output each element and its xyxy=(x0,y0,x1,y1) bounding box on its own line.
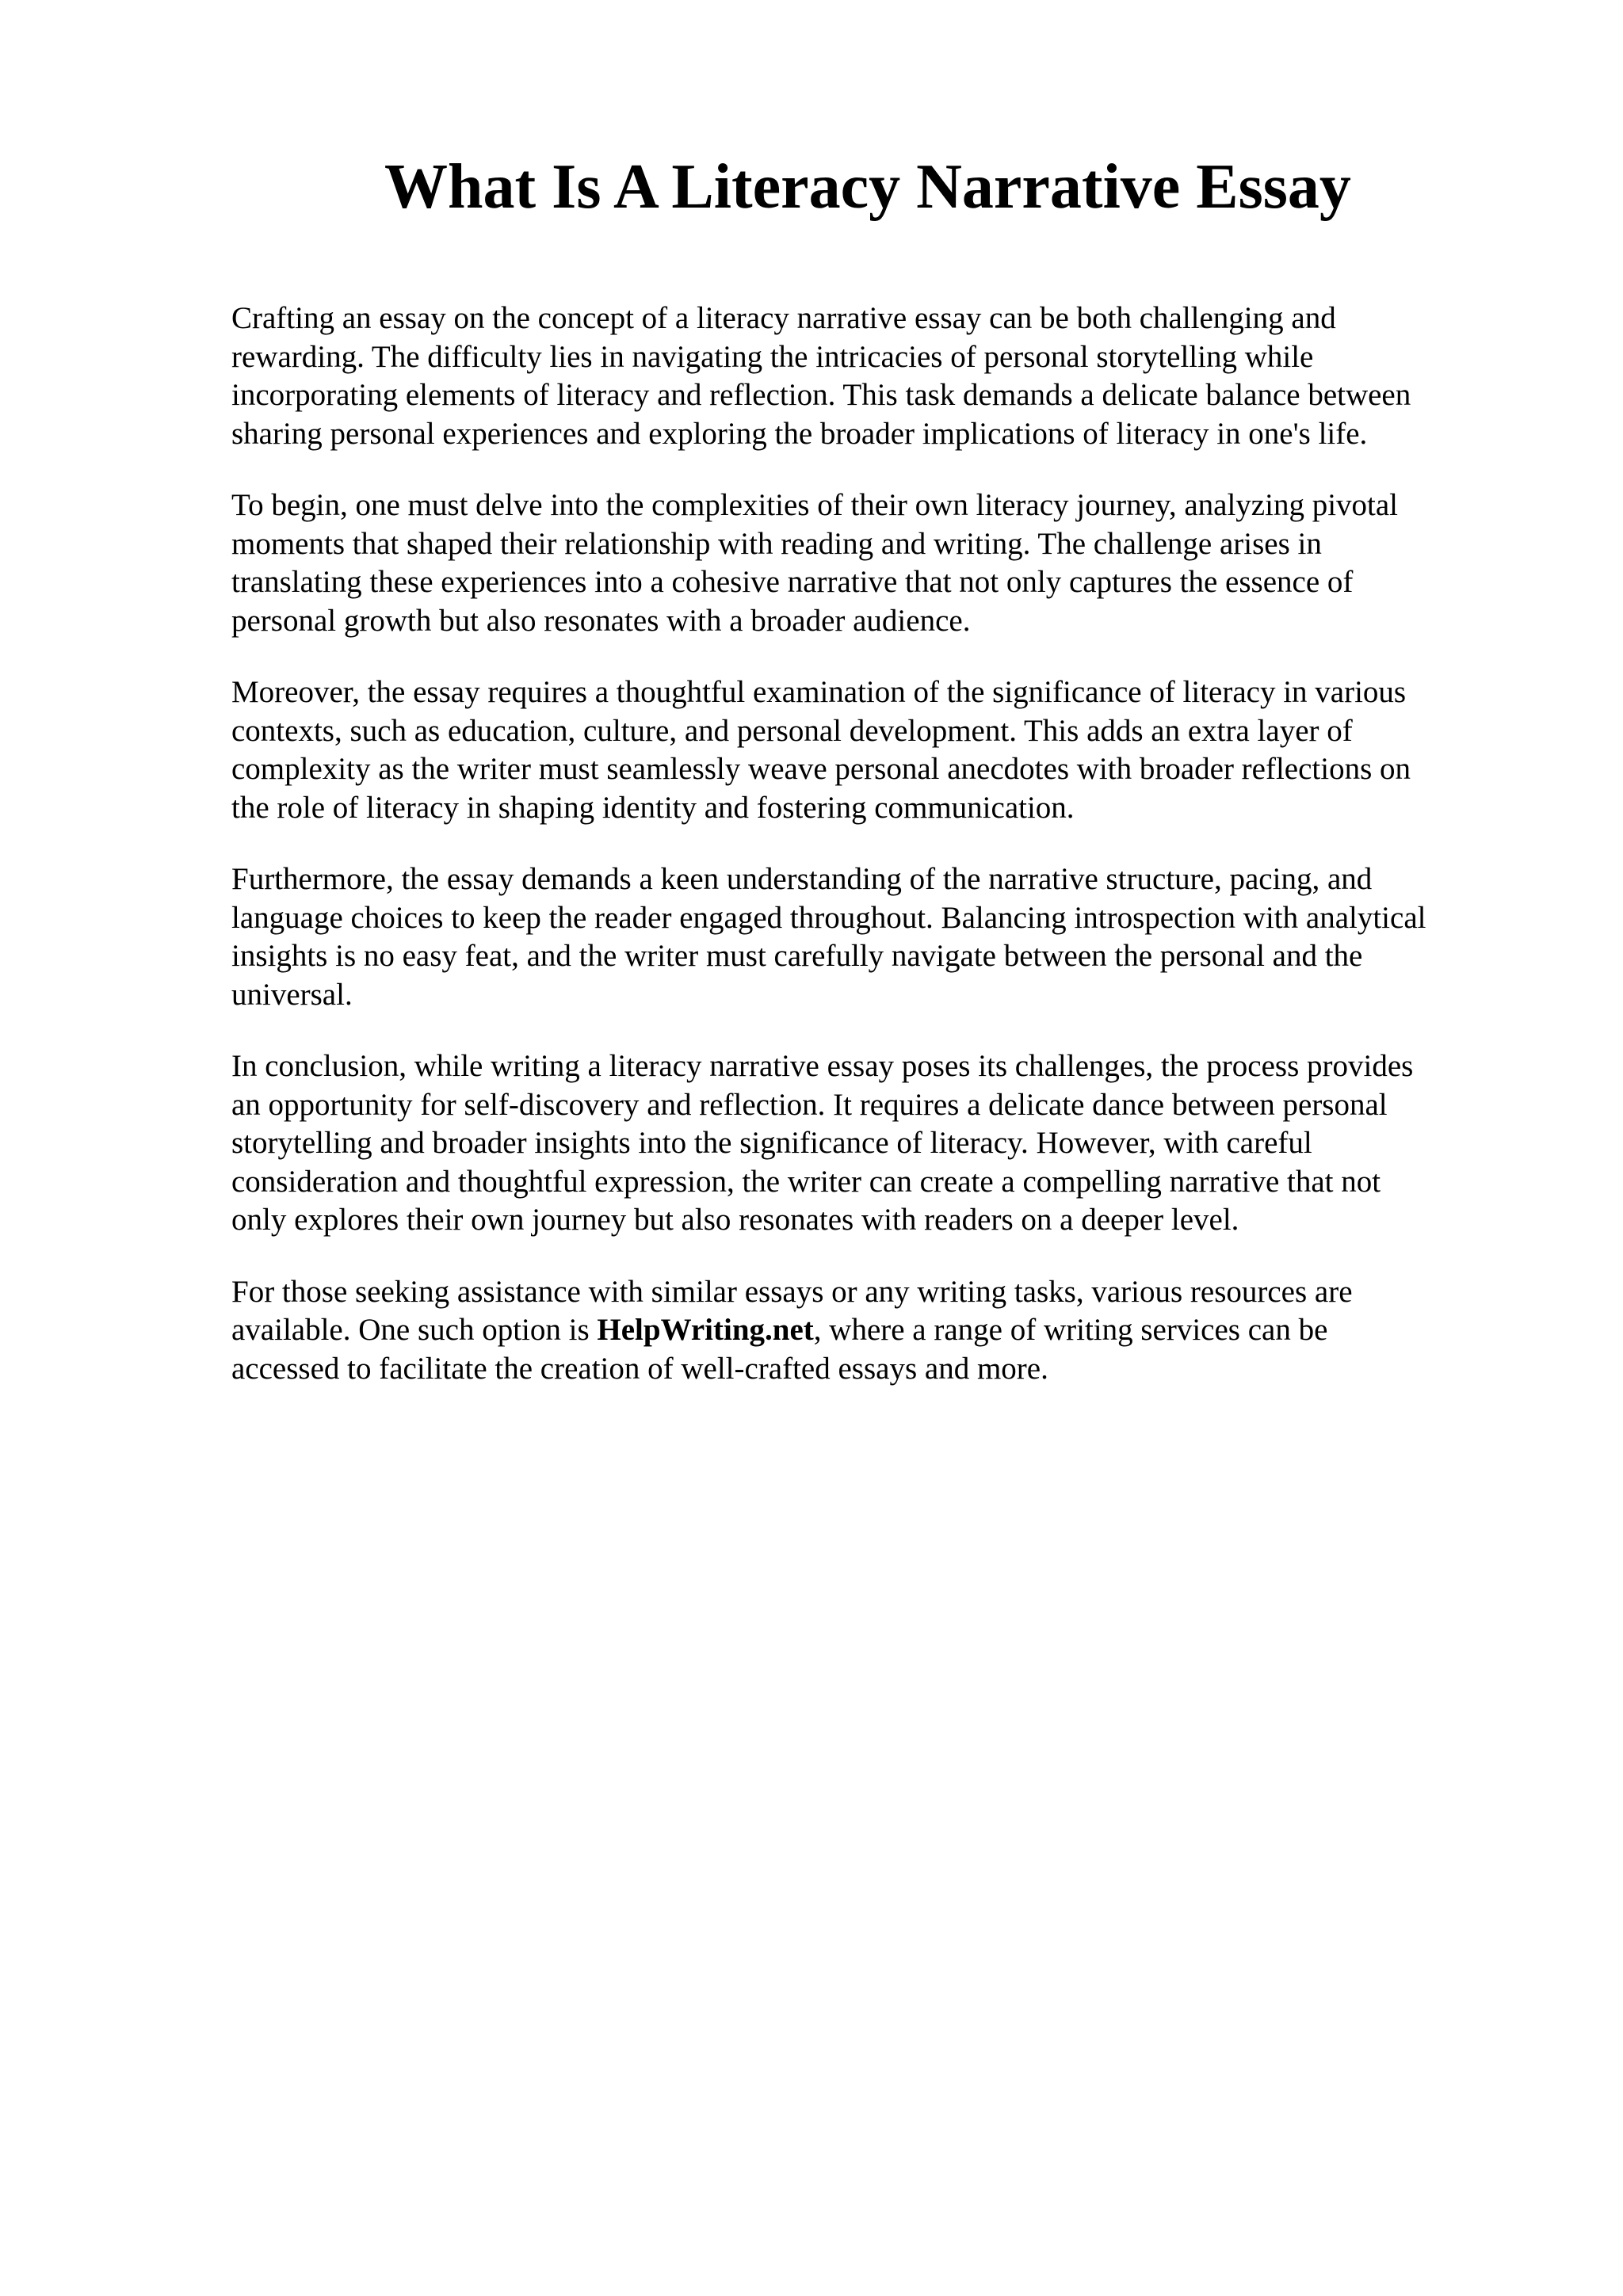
text-line: consideration and thoughtful expression, the writer can create a compelling narrative that not xyxy=(231,1164,1381,1199)
text-line: incorporating elements of literacy and reflection. This task demands a delicate balance between xyxy=(231,378,1411,412)
text-line: the role of literacy in shaping identity and fostering communication. xyxy=(231,790,1075,825)
text-line: sharing personal experiences and exploring the broader implications of literacy in one's life. xyxy=(231,416,1368,451)
text-line: complexity as the writer must seamlessly weave personal anecdotes with broader reflections on xyxy=(231,752,1411,786)
paragraph-3 xyxy=(231,673,1507,827)
text-line: accessed to facilitate the creation of well-crafted essays and more. xyxy=(231,1351,1048,1386)
text-line: Moreover, the essay requires a thoughtful examination of the significance of literacy in various xyxy=(231,675,1407,709)
text-line: In conclusion, while writing a literacy narrative essay poses its challenges, the process provides xyxy=(231,1049,1414,1083)
text-line: an opportunity for self-discovery and reflection. It requires a delicate dance between personal xyxy=(231,1087,1388,1122)
link-lead-text: available. One such option is xyxy=(231,1313,598,1347)
text-line: personal growth but also resonates with a broader audience. xyxy=(231,603,971,638)
text-line: translating these experiences into a cohesive narrative that not only captures the essence of xyxy=(231,565,1354,599)
text-line: For those seeking assistance with similar essays or any writing tasks, various resources are xyxy=(231,1274,1353,1309)
link-trail-text: , where a range of writing services can be xyxy=(813,1313,1328,1347)
text-line: language choices to keep the reader engaged throughout. Balancing introspection with analytical xyxy=(231,900,1426,935)
text-line: moments that shaped their relationship with reading and writing. The challenge arises in xyxy=(231,526,1322,561)
helpwriting-link[interactable]: HelpWriting.net xyxy=(597,1313,814,1347)
text-line: Crafting an essay on the concept of a literacy narrative essay can be both challenging and xyxy=(231,301,1336,335)
page-title: What Is A Literacy Narrative Essay xyxy=(384,152,1351,222)
text-line: rewarding. The difficulty lies in navigating the intricacies of personal storytelling while xyxy=(231,339,1314,374)
closing-paragraph xyxy=(231,1273,1507,1389)
paragraph-2 xyxy=(231,486,1507,640)
essay-body xyxy=(231,299,1507,1421)
text-line: universal. xyxy=(231,977,353,1012)
paragraph-4 xyxy=(231,860,1507,1014)
text-line-with-link xyxy=(231,1311,1507,1350)
text-line: only explores their own journey but also resonates with readers on a deeper level. xyxy=(231,1203,1239,1237)
text-line: To begin, one must delve into the complexities of their own literacy journey, analyzing pivotal xyxy=(231,488,1399,522)
paragraph-5 xyxy=(231,1047,1507,1240)
paragraph-1 xyxy=(231,299,1507,453)
text-line: Furthermore, the essay demands a keen understanding of the narrative structure, pacing, and xyxy=(231,862,1373,896)
text-line: insights is no easy feat, and the writer must carefully navigate between the personal and the xyxy=(231,939,1363,973)
text-line: storytelling and broader insights into the significance of literacy. However, with careful xyxy=(231,1126,1312,1160)
text-line: contexts, such as education, culture, and personal development. This adds an extra layer of xyxy=(231,713,1353,748)
